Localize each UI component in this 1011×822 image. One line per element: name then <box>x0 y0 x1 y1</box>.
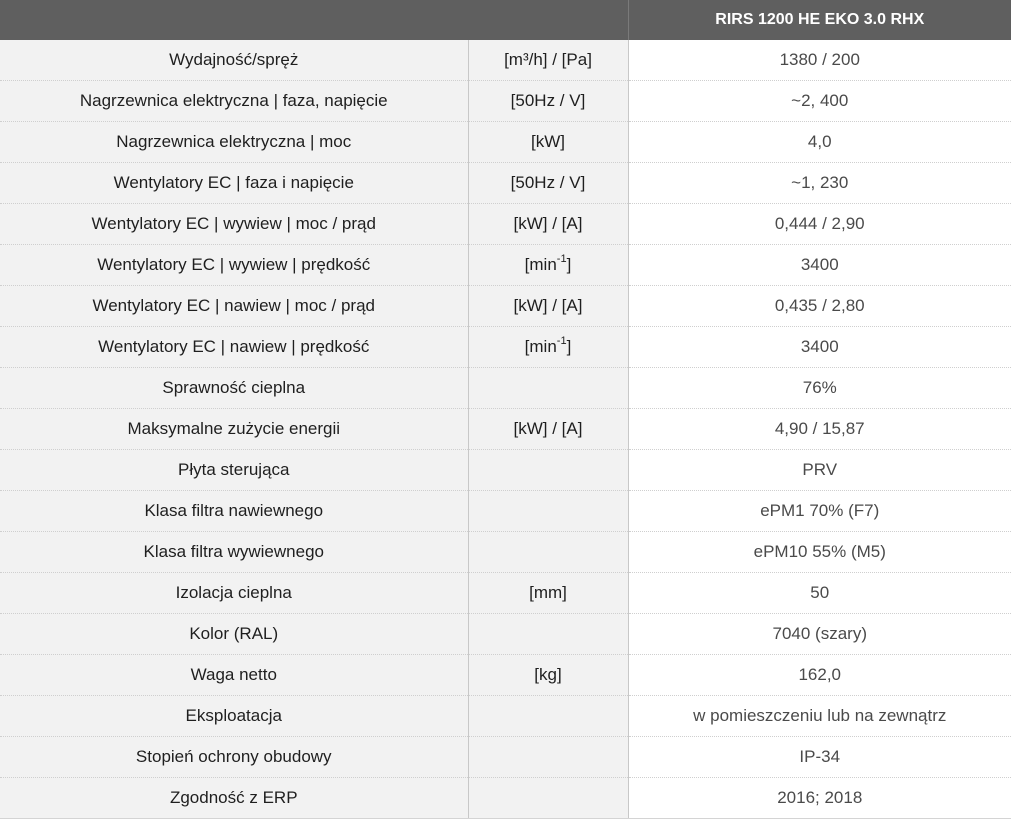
value-cell: 3400 <box>628 327 1011 368</box>
unit-cell <box>468 368 628 409</box>
unit-exponent: -1 <box>556 253 567 266</box>
parameter-label: Izolacja cieplna <box>0 573 468 614</box>
unit-cell <box>468 737 628 778</box>
unit-cell: [kg] <box>468 655 628 696</box>
value-cell: 0,444 / 2,90 <box>628 204 1011 245</box>
unit-cell: [m³/h] / [Pa] <box>468 40 628 81</box>
value-cell: 3400 <box>628 245 1011 286</box>
table-row <box>0 204 1011 245</box>
unit-cell: [50Hz / V] <box>468 81 628 122</box>
header-blank-cell <box>0 0 628 40</box>
parameter-label: Kolor (RAL) <box>0 614 468 655</box>
value-cell: 50 <box>628 573 1011 614</box>
parameter-label: Wentylatory EC | faza i napięcie <box>0 163 468 204</box>
table-row <box>0 737 1011 778</box>
table-row <box>0 655 1011 696</box>
unit-cell <box>468 778 628 819</box>
value-cell: w pomieszczeniu lub na zewnątrz <box>628 696 1011 737</box>
value-cell: PRV <box>628 450 1011 491</box>
parameter-label: Nagrzewnica elektryczna | moc <box>0 122 468 163</box>
unit-cell: [mm] <box>468 573 628 614</box>
table-row <box>0 81 1011 122</box>
value-cell: 4,0 <box>628 122 1011 163</box>
parameter-label: Nagrzewnica elektryczna | faza, napięcie <box>0 81 468 122</box>
model-name-header: RIRS 1200 HE EKO 3.0 RHX <box>628 0 1011 40</box>
table-row <box>0 573 1011 614</box>
value-cell: 7040 (szary) <box>628 614 1011 655</box>
table-row <box>0 286 1011 327</box>
table-row <box>0 450 1011 491</box>
parameter-label: Klasa filtra nawiewnego <box>0 491 468 532</box>
parameter-label: Eksploatacja <box>0 696 468 737</box>
value-cell: 4,90 / 15,87 <box>628 409 1011 450</box>
parameter-label: Maksymalne zużycie energii <box>0 409 468 450</box>
table-row <box>0 491 1011 532</box>
unit-exponent: -1 <box>556 335 567 348</box>
parameter-label: Sprawność cieplna <box>0 368 468 409</box>
table-row <box>0 122 1011 163</box>
unit-text-end: ] <box>566 337 572 356</box>
unit-cell: [kW] / [A] <box>468 286 628 327</box>
table-row <box>0 245 1011 286</box>
unit-text: [min <box>524 337 557 356</box>
value-cell: 162,0 <box>628 655 1011 696</box>
value-cell: ePM10 55% (M5) <box>628 532 1011 573</box>
parameter-label: Płyta sterująca <box>0 450 468 491</box>
spec-table-header <box>0 0 1011 40</box>
value-cell: 2016; 2018 <box>628 778 1011 819</box>
value-cell: ~1, 230 <box>628 163 1011 204</box>
unit-cell: [kW] / [A] <box>468 409 628 450</box>
unit-cell: [kW] <box>468 122 628 163</box>
table-row <box>0 327 1011 368</box>
table-row <box>0 614 1011 655</box>
value-cell: IP-34 <box>628 737 1011 778</box>
value-cell: ~2, 400 <box>628 81 1011 122</box>
unit-cell <box>468 450 628 491</box>
parameter-label: Zgodność z ERP <box>0 778 468 819</box>
parameter-label: Wentylatory EC | nawiew | prędkość <box>0 327 468 368</box>
spec-table-body <box>0 40 1011 819</box>
parameter-label: Wentylatory EC | nawiew | moc / prąd <box>0 286 468 327</box>
unit-cell: [50Hz / V] <box>468 163 628 204</box>
unit-text: [min <box>524 255 557 274</box>
unit-cell <box>468 327 628 368</box>
value-cell: 0,435 / 2,80 <box>628 286 1011 327</box>
unit-cell: [kW] / [A] <box>468 204 628 245</box>
parameter-label: Waga netto <box>0 655 468 696</box>
parameter-label: Klasa filtra wywiewnego <box>0 532 468 573</box>
parameter-label: Wydajność/spręż <box>0 40 468 81</box>
table-row <box>0 778 1011 819</box>
value-cell: 1380 / 200 <box>628 40 1011 81</box>
value-cell: ePM1 70% (F7) <box>628 491 1011 532</box>
table-row <box>0 532 1011 573</box>
value-cell: 76% <box>628 368 1011 409</box>
unit-cell <box>468 491 628 532</box>
parameter-label: Stopień ochrony obudowy <box>0 737 468 778</box>
header-row <box>0 0 1011 40</box>
table-row <box>0 40 1011 81</box>
unit-cell <box>468 532 628 573</box>
parameter-label: Wentylatory EC | wywiew | moc / prąd <box>0 204 468 245</box>
table-row <box>0 696 1011 737</box>
table-row <box>0 368 1011 409</box>
table-row <box>0 409 1011 450</box>
parameter-label: Wentylatory EC | wywiew | prędkość <box>0 245 468 286</box>
unit-cell <box>468 245 628 286</box>
unit-cell <box>468 696 628 737</box>
unit-cell <box>468 614 628 655</box>
unit-text-end: ] <box>566 255 572 274</box>
table-row <box>0 163 1011 204</box>
